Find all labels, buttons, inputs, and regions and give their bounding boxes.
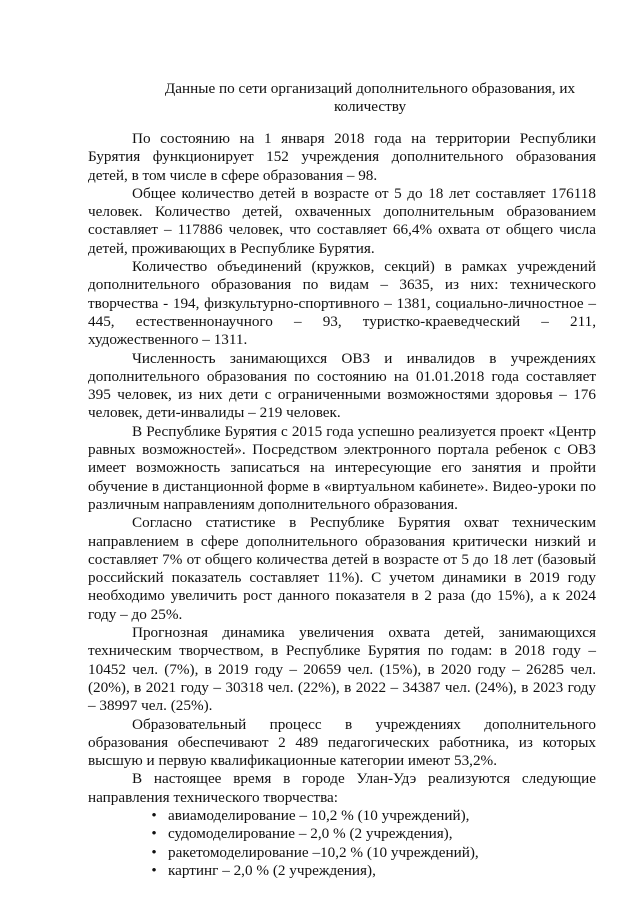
paragraph-children-coverage: Общее количество детей в возрасте от 5 до 18 лет составляет 176118 человек. Количество детей, охваченных дополнительным образованием составляет – 117886 человек, что составляет 66,4% охвата от общего числа детей, проживающих в Республике Бурятия.	[88, 184, 596, 257]
bullet-icon: •	[151, 825, 157, 843]
paragraph-teaching-staff: Образовательный процесс в учреждениях дополнительного образования обеспечивают 2 489 педагогических работника, из которых высшую и первую квалификационные категории имеют 53,2%.	[88, 715, 596, 770]
list-item	[88, 807, 596, 825]
list-item	[88, 862, 596, 880]
document-title	[150, 80, 590, 116]
bullet-icon: •	[151, 843, 157, 861]
list-item	[88, 825, 596, 843]
list-item-text: ракетомоделирование –10,2 % (10 учреждений),	[168, 843, 479, 861]
document-title-line-1: Данные по сети организаций дополнительного образования, их	[164, 80, 576, 97]
paragraph-technical-coverage-statistics: Согласно статистике в Республике Бурятия охват техническим направлением в сфере дополнительного образования критически низкий и составляет 7% от общего количества детей в возрасте от 5 до 18 лет (базовый российский показатель составляет 11%). С учетом динамики в 2019 году необходимо увеличить рост данного показателя в 2 раза (до 15%), а к 2024 году – до 25%.	[88, 514, 596, 623]
list-item-text: авиамоделирование – 10,2 % (10 учреждений),	[168, 806, 470, 824]
paragraph-forecast-dynamics: Прогнозная динамика увеличения охвата детей, занимающихся техническим творчеством, в Республике Бурятия по годам: в 2018 году – 10452 чел. (7%), в 2019 году – 20659 чел. (15%), в 2020 году – 26285 чел. (20%), в 2021 году – 30318 чел. (22%), в 2022 – 34387 чел. (24%), в 2023 году – 38997 чел. (25%).	[88, 624, 596, 715]
list-item-text: картинг – 2,0 % (2 учреждения),	[168, 861, 376, 879]
technical-directions-list	[88, 807, 596, 880]
paragraph-equal-opportunities-center: В Республике Бурятия с 2015 года успешно реализуется проект «Центр равных возможностей». Посредством электронного портала ребенок с ОВЗ имеет возможность записаться на интересующие его занятия и пройти обучение в дистанционной форме в «виртуальном кабинете». Видео-уроки по различным направлениям дополнительного образования.	[88, 422, 596, 513]
paragraph-associations-count: Количество объединений (кружков, секций) в рамках учреждений дополнительного образования по видам – 3635, из них: технического творчества - 194, физкультурно-спортивного – 1381, социально-личностное – 445, естественнонаучного – 93, туристко-краеведческий – 211, художественного – 1311.	[88, 258, 596, 349]
document-title-line-2: количеству	[333, 98, 407, 115]
list-item	[88, 844, 596, 862]
document-body	[88, 130, 596, 880]
bullet-icon: •	[151, 806, 157, 824]
paragraph-disabled-children: Численность занимающихся ОВЗ и инвалидов в учреждениях дополнительного образования по состоянию на 01.01.2018 года составляет 395 человек, из них дети с ограниченными возможностями здоровья – 176 человек, дети-инвалиды – 219 человек.	[88, 349, 596, 422]
list-item-text: судомоделирование – 2,0 % (2 учреждения),	[168, 825, 453, 843]
bullet-icon: •	[151, 861, 157, 879]
paragraph-technical-directions-intro: В настоящее время в городе Улан-Удэ реализуются следующие направления технического творчества:	[88, 770, 596, 806]
paragraph-institutions-count: По состоянию на 1 января 2018 года на территории Республики Бурятия функционирует 152 учреждения дополнительного образования детей, в том числе в сфере образования – 98.	[88, 130, 596, 184]
